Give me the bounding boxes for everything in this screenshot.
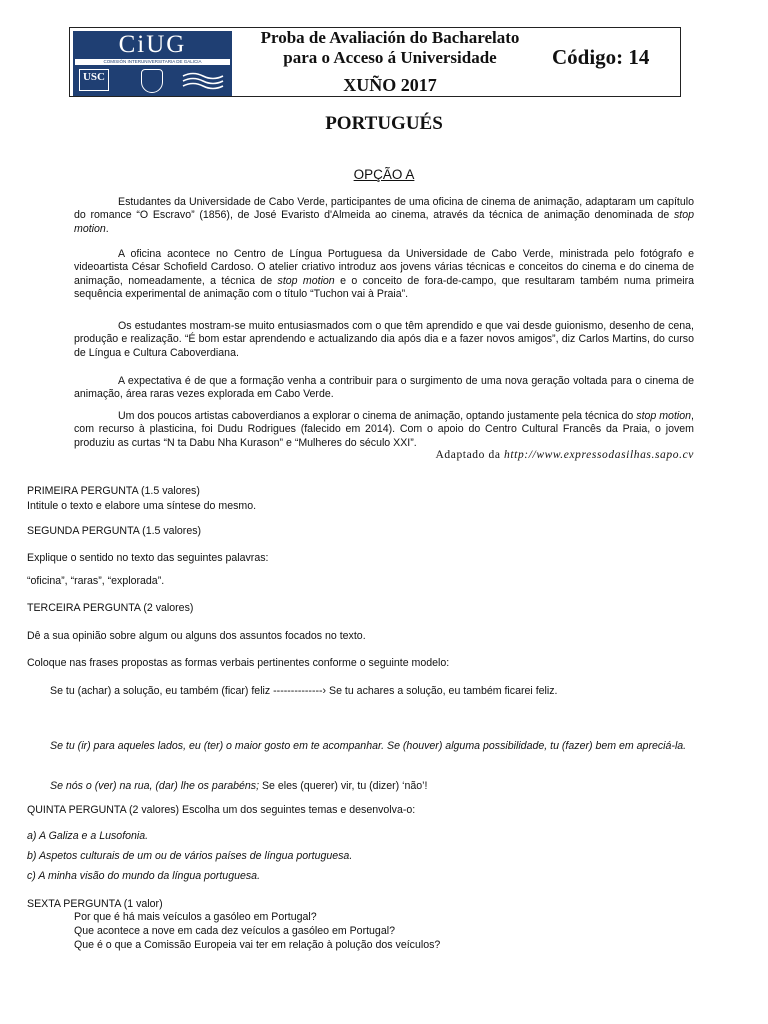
q5-theme-a: a) A Galiza e a Lusofonia. [27,830,149,842]
exam-code: Código: 14 [552,45,650,69]
paragraph-5: Um dos poucos artistas caboverdianos a explorar o cinema de animação, optando justamente pela técnica do stop motion, com recurso à plasticina, foi Dudu Rodrigues (falecido em 2014). Com o apoio do Centro Cultural Francês da Praia, o jovem produziu as curtas “N ta Dabu Nha Kurason” e “Mulheres do século XXI”. [74,410,694,449]
q2-title: SEGUNDA PERGUNTA (1.5 valores) [27,525,202,537]
exam-date: XUÑO 2017 [343,75,437,95]
q3-title: TERCEIRA PERGUNTA (2 valores) [27,602,194,614]
q5-theme-b: b) Aspetos culturais de um ou de vários países de língua portuguesa. [27,850,353,862]
logo-ciug-text: CiUG [118,31,187,58]
q2-text: Explique o sentido no texto das seguintes palavras: [27,552,269,564]
q1-title: PRIMEIRA PERGUNTA (1.5 valores) [27,485,200,497]
paragraph-4: A expectativa é de que a formação venha a contribuir para o surgimento de uma nova geração voltada para o cinema de animação, área raras vezes explorada em Cabo Verde. [74,375,694,401]
q6-item-3: Que é o que a Comissão Europeia vai ter em relação à polução dos veículos? [74,939,441,951]
q2-words: “oficina”, “raras”, “explorada”. [27,575,165,587]
q6-item-1: Por que é há mais veículos a gasóleo em Portugal? [74,911,317,923]
paragraph-2: A oficina acontece no Centro de Língua Portuguesa da Universidade de Cabo Verde, ministrada pelo fotógrafo e videoartista César Schofield Cardoso. O atelier criativo introduz aos jovens várias técnicas e conceitos do cinema e do cinema de animação, nomeadamente, a técnica de stop motion e o conceito de fora-de-campo, que resultaram também numa primeira sequência experimental de animação com o título “Tuchon vai à Praia”. [74,248,694,300]
subject-title: PORTUGUÉS [325,113,443,134]
paragraph-1: Estudantes da Universidade de Cabo Verde, participantes de uma oficina de cinema de animação, adaptaram um capítulo do romance “O Escravo” (1856), de José Evaristo d'Almeida ao cinema, através da técnica de animação denominada de stop motion. [74,196,694,235]
q3-text: Dê a sua opinião sobre algum ou alguns dos assuntos focados no texto. [27,630,366,642]
wave-icon [181,71,225,91]
usc-emblem [79,69,109,91]
q5-title: QUINTA PERGUNTA (2 valores) Escolha um dos seguintes temas e desenvolva-o: [27,804,416,816]
exam-title-line1: Proba de Avaliación do Bacharelato [260,28,520,47]
ciug-logo [73,31,232,96]
logo-strip-text: COMISIÓN INTERUNIVERSITARIA DE GALICIA [75,59,230,65]
paragraph-3: Os estudantes mostram-se muito entusiasmados com o que têm aprendido e que vai desde guionismo, desenho de cena, produção e realização. “É bom estar aprendendo e actualizando dia após dia e a fazer novos amigos”, diz Carlos Martins, do curso de Língua e Cultura Caboverdiana. [74,320,694,359]
exam-title-line2: para o Acceso á Universidade [283,48,497,67]
source-citation: Adaptado da http://www.expressodasilhas.sapo.cv [435,449,694,461]
q4-sentence-1: Se tu (ir) para aqueles lados, eu (ter) o maior gosto em te acompanhar. Se (houver) alguma possibilidade, tu (fazer) bem em apreciá-la. [50,740,687,752]
q6-item-2: Que acontece a nove em cada dez veículos a gasóleo em Portugal? [74,925,395,937]
q4-sentence-2: Se nós o (ver) na rua, (dar) lhe os parabéns; Se eles (querer) vir, tu (dizer) ‘não’! [50,780,428,792]
usc-text: USC [82,71,105,83]
q4-model: Se tu (achar) a solução, eu também (ficar) feliz --------------› Se tu achares a solução, eu também ficarei feliz. [50,685,558,697]
q4-text: Coloque nas frases propostas as formas verbais pertinentes conforme o seguinte modelo: [27,657,450,669]
option-title: OPÇÃO A [353,167,415,182]
seal-icon [141,69,163,93]
q1-text: Intitule o texto e elabore uma síntese do mesmo. [27,500,257,512]
q5-theme-c: c) A minha visão do mundo da língua portuguesa. [27,870,261,882]
q6-title: SEXTA PERGUNTA (1 valor) [27,898,163,910]
